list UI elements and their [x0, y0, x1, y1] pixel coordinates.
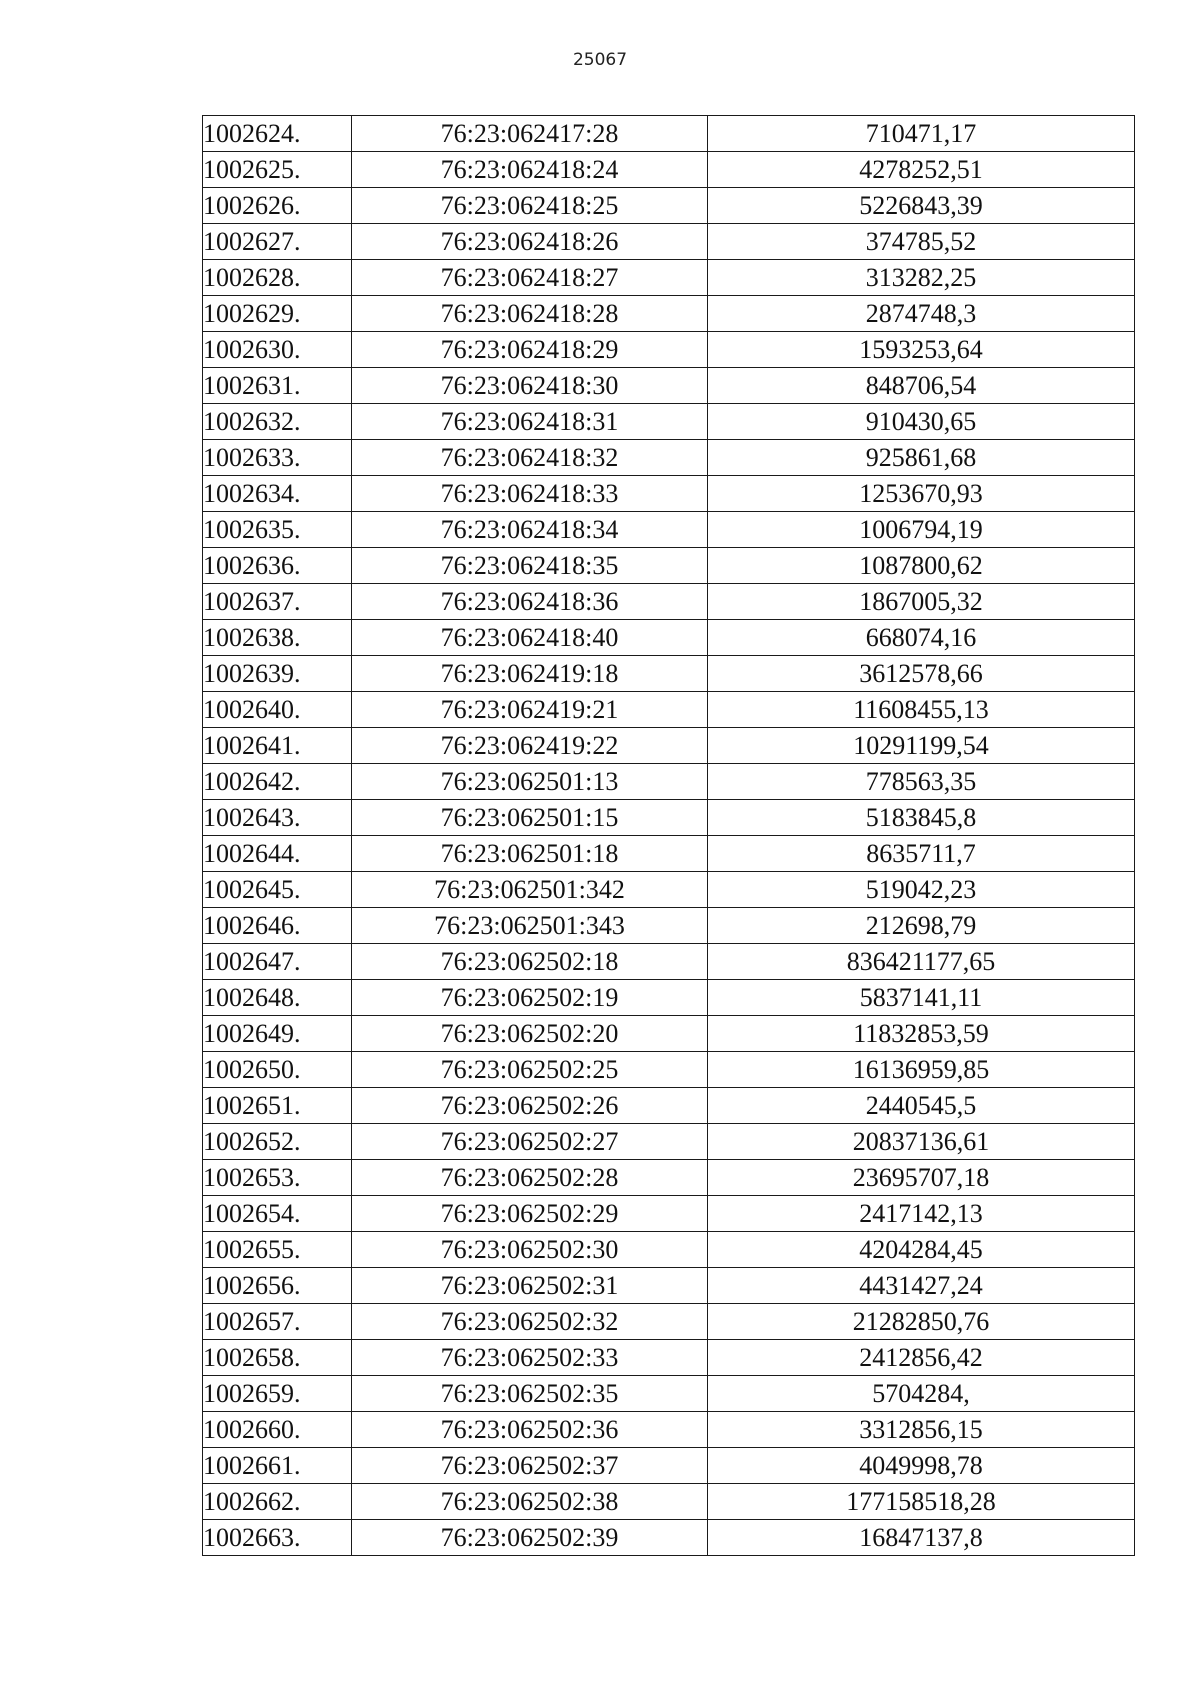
cadastral-number-cell: 76:23:062502:29: [352, 1196, 708, 1232]
cadastral-number-cell: 76:23:062418:28: [352, 296, 708, 332]
row-number-cell: 1002635.: [203, 512, 352, 548]
cadastral-number-cell: 76:23:062501:13: [352, 764, 708, 800]
cadastral-value-cell: 5704284,: [708, 1376, 1135, 1412]
row-number-cell: 1002636.: [203, 548, 352, 584]
row-number-cell: 1002631.: [203, 368, 352, 404]
cadastral-number-cell: 76:23:062502:18: [352, 944, 708, 980]
cadastral-value-cell: 5226843,39: [708, 188, 1135, 224]
table-row: [203, 1196, 1135, 1232]
cadastral-number-cell: 76:23:062502:32: [352, 1304, 708, 1340]
table-row: [203, 152, 1135, 188]
row-number-cell: 1002634.: [203, 476, 352, 512]
cadastral-value-cell: 11608455,13: [708, 692, 1135, 728]
cadastral-number-cell: 76:23:062417:28: [352, 116, 708, 152]
cadastral-number-cell: 76:23:062418:33: [352, 476, 708, 512]
table-row: [203, 1124, 1135, 1160]
cadastral-number-cell: 76:23:062502:19: [352, 980, 708, 1016]
row-number-cell: 1002639.: [203, 656, 352, 692]
table-row: [203, 1484, 1135, 1520]
cadastral-value-cell: 2412856,42: [708, 1340, 1135, 1376]
row-number-cell: 1002626.: [203, 188, 352, 224]
cadastral-value-cell: 23695707,18: [708, 1160, 1135, 1196]
cadastral-number-cell: 76:23:062419:21: [352, 692, 708, 728]
cadastral-value-cell: 925861,68: [708, 440, 1135, 476]
cadastral-value-cell: 11832853,59: [708, 1016, 1135, 1052]
cadastral-value-cell: 848706,54: [708, 368, 1135, 404]
cadastral-value-cell: 1087800,62: [708, 548, 1135, 584]
table-row: [203, 1520, 1135, 1556]
table-row: [203, 872, 1135, 908]
row-number-cell: 1002655.: [203, 1232, 352, 1268]
table-row: [203, 296, 1135, 332]
table-row: [203, 1160, 1135, 1196]
cadastral-number-cell: 76:23:062418:40: [352, 620, 708, 656]
cadastral-number-cell: 76:23:062501:343: [352, 908, 708, 944]
table-row: [203, 980, 1135, 1016]
cadastral-number-cell: 76:23:062502:36: [352, 1412, 708, 1448]
cadastral-value-cell: 8635711,7: [708, 836, 1135, 872]
cadastral-value-cell: 519042,23: [708, 872, 1135, 908]
table-row: [203, 224, 1135, 260]
row-number-cell: 1002654.: [203, 1196, 352, 1232]
cadastral-value-cell: 5837141,11: [708, 980, 1135, 1016]
cadastral-number-cell: 76:23:062418:32: [352, 440, 708, 476]
row-number-cell: 1002628.: [203, 260, 352, 296]
cadastral-value-table: [202, 115, 1135, 1556]
cadastral-value-cell: 4278252,51: [708, 152, 1135, 188]
cadastral-number-cell: 76:23:062419:22: [352, 728, 708, 764]
row-number-cell: 1002629.: [203, 296, 352, 332]
row-number-cell: 1002624.: [203, 116, 352, 152]
row-number-cell: 1002657.: [203, 1304, 352, 1340]
row-number-cell: 1002659.: [203, 1376, 352, 1412]
cadastral-number-cell: 76:23:062501:18: [352, 836, 708, 872]
cadastral-number-cell: 76:23:062418:25: [352, 188, 708, 224]
cadastral-value-cell: 313282,25: [708, 260, 1135, 296]
table-row: [203, 944, 1135, 980]
table-row: [203, 836, 1135, 872]
cadastral-number-cell: 76:23:062502:33: [352, 1340, 708, 1376]
cadastral-number-cell: 76:23:062502:30: [352, 1232, 708, 1268]
cadastral-number-cell: 76:23:062502:26: [352, 1088, 708, 1124]
cadastral-number-cell: 76:23:062418:34: [352, 512, 708, 548]
page-number: 25067: [572, 50, 628, 70]
table-body: [203, 116, 1135, 1556]
table-row: [203, 1340, 1135, 1376]
cadastral-value-cell: 1006794,19: [708, 512, 1135, 548]
row-number-cell: 1002658.: [203, 1340, 352, 1376]
table-row: [203, 332, 1135, 368]
cadastral-number-cell: 76:23:062418:36: [352, 584, 708, 620]
table-row: [203, 728, 1135, 764]
table-row: [203, 620, 1135, 656]
cadastral-value-cell: 4049998,78: [708, 1448, 1135, 1484]
cadastral-value-cell: 5183845,8: [708, 800, 1135, 836]
row-number-cell: 1002638.: [203, 620, 352, 656]
row-number-cell: 1002656.: [203, 1268, 352, 1304]
table-row: [203, 512, 1135, 548]
cadastral-value-cell: 910430,65: [708, 404, 1135, 440]
row-number-cell: 1002642.: [203, 764, 352, 800]
row-number-cell: 1002661.: [203, 1448, 352, 1484]
table-row: [203, 1016, 1135, 1052]
row-number-cell: 1002660.: [203, 1412, 352, 1448]
row-number-cell: 1002651.: [203, 1088, 352, 1124]
table-row: [203, 476, 1135, 512]
table-row: [203, 368, 1135, 404]
row-number-cell: 1002649.: [203, 1016, 352, 1052]
row-number-cell: 1002630.: [203, 332, 352, 368]
cadastral-number-cell: 76:23:062502:27: [352, 1124, 708, 1160]
row-number-cell: 1002662.: [203, 1484, 352, 1520]
cadastral-value-cell: 4204284,45: [708, 1232, 1135, 1268]
cadastral-number-cell: 76:23:062501:342: [352, 872, 708, 908]
table-row: [203, 548, 1135, 584]
table-row: [203, 1088, 1135, 1124]
cadastral-value-cell: 21282850,76: [708, 1304, 1135, 1340]
cadastral-value-cell: 16847137,8: [708, 1520, 1135, 1556]
cadastral-number-cell: 76:23:062418:27: [352, 260, 708, 296]
row-number-cell: 1002646.: [203, 908, 352, 944]
cadastral-value-cell: 1253670,93: [708, 476, 1135, 512]
cadastral-value-cell: 3312856,15: [708, 1412, 1135, 1448]
table-row: [203, 656, 1135, 692]
cadastral-value-cell: 2417142,13: [708, 1196, 1135, 1232]
table-row: [203, 908, 1135, 944]
cadastral-value-cell: 1593253,64: [708, 332, 1135, 368]
cadastral-value-cell: 778563,35: [708, 764, 1135, 800]
table-row: [203, 1412, 1135, 1448]
row-number-cell: 1002650.: [203, 1052, 352, 1088]
cadastral-value-cell: 836421177,65: [708, 944, 1135, 980]
cadastral-number-cell: 76:23:062418:30: [352, 368, 708, 404]
row-number-cell: 1002663.: [203, 1520, 352, 1556]
row-number-cell: 1002637.: [203, 584, 352, 620]
cadastral-value-cell: 10291199,54: [708, 728, 1135, 764]
table-row: [203, 764, 1135, 800]
table-row: [203, 116, 1135, 152]
cadastral-number-cell: 76:23:062419:18: [352, 656, 708, 692]
cadastral-number-cell: 76:23:062502:38: [352, 1484, 708, 1520]
cadastral-number-cell: 76:23:062418:29: [352, 332, 708, 368]
table-row: [203, 800, 1135, 836]
cadastral-number-cell: 76:23:062502:25: [352, 1052, 708, 1088]
table-row: [203, 1232, 1135, 1268]
cadastral-number-cell: 76:23:062418:35: [352, 548, 708, 584]
row-number-cell: 1002627.: [203, 224, 352, 260]
cadastral-value-cell: 16136959,85: [708, 1052, 1135, 1088]
cadastral-number-cell: 76:23:062501:15: [352, 800, 708, 836]
cadastral-number-cell: 76:23:062418:26: [352, 224, 708, 260]
cadastral-value-cell: 668074,16: [708, 620, 1135, 656]
cadastral-value-cell: 177158518,28: [708, 1484, 1135, 1520]
row-number-cell: 1002648.: [203, 980, 352, 1016]
row-number-cell: 1002647.: [203, 944, 352, 980]
table-row: [203, 404, 1135, 440]
row-number-cell: 1002652.: [203, 1124, 352, 1160]
cadastral-value-cell: 3612578,66: [708, 656, 1135, 692]
cadastral-number-cell: 76:23:062502:20: [352, 1016, 708, 1052]
row-number-cell: 1002641.: [203, 728, 352, 764]
cadastral-value-cell: 212698,79: [708, 908, 1135, 944]
cadastral-value-cell: 374785,52: [708, 224, 1135, 260]
cadastral-value-cell: 2874748,3: [708, 296, 1135, 332]
cadastral-number-cell: 76:23:062502:28: [352, 1160, 708, 1196]
cadastral-number-cell: 76:23:062502:39: [352, 1520, 708, 1556]
table-row: [203, 188, 1135, 224]
table-row: [203, 692, 1135, 728]
cadastral-number-cell: 76:23:062418:24: [352, 152, 708, 188]
row-number-cell: 1002643.: [203, 800, 352, 836]
table-row: [203, 260, 1135, 296]
cadastral-number-cell: 76:23:062418:31: [352, 404, 708, 440]
table-row: [203, 1268, 1135, 1304]
table-row: [203, 1304, 1135, 1340]
cadastral-value-cell: 4431427,24: [708, 1268, 1135, 1304]
cadastral-number-cell: 76:23:062502:37: [352, 1448, 708, 1484]
cadastral-number-cell: 76:23:062502:35: [352, 1376, 708, 1412]
table-row: [203, 1376, 1135, 1412]
row-number-cell: 1002633.: [203, 440, 352, 476]
cadastral-value-cell: 2440545,5: [708, 1088, 1135, 1124]
row-number-cell: 1002640.: [203, 692, 352, 728]
table-row: [203, 584, 1135, 620]
cadastral-number-cell: 76:23:062502:31: [352, 1268, 708, 1304]
row-number-cell: 1002644.: [203, 836, 352, 872]
row-number-cell: 1002632.: [203, 404, 352, 440]
cadastral-value-cell: 20837136,61: [708, 1124, 1135, 1160]
table-row: [203, 1052, 1135, 1088]
row-number-cell: 1002653.: [203, 1160, 352, 1196]
cadastral-value-cell: 710471,17: [708, 116, 1135, 152]
table-row: [203, 440, 1135, 476]
table-row: [203, 1448, 1135, 1484]
row-number-cell: 1002625.: [203, 152, 352, 188]
cadastral-value-cell: 1867005,32: [708, 584, 1135, 620]
row-number-cell: 1002645.: [203, 872, 352, 908]
